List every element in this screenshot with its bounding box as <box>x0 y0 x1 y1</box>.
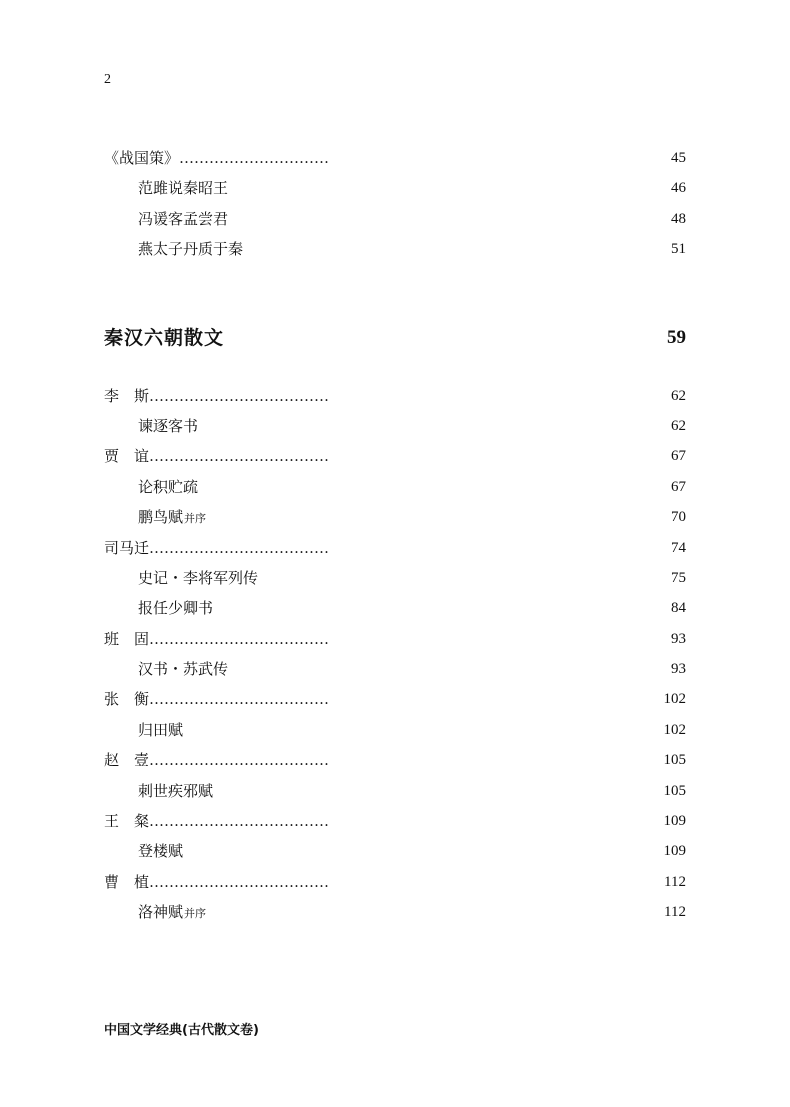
toc-entry-page: 102 <box>663 721 686 738</box>
dot-leader: ……………………………… <box>149 812 330 831</box>
toc-entry-text: 司马迁 <box>104 538 150 557</box>
toc-entry-text: 班 固 <box>104 629 150 648</box>
dot-leader: ……………………………… <box>149 386 330 405</box>
toc-entry-title <box>138 207 228 231</box>
toc-subentry[interactable] <box>104 207 686 237</box>
toc-entry-page: 45 <box>671 150 686 166</box>
toc-subentry[interactable] <box>104 505 686 535</box>
toc-entry-note: 并序 <box>184 512 207 526</box>
dot-leader: ……………………………… <box>149 629 330 648</box>
toc-entry-text: 贾 谊 <box>104 447 150 466</box>
toc-entry-page: 74 <box>671 539 686 556</box>
toc-entry-text: 冯谖客孟尝君 <box>138 209 229 228</box>
toc-subentry[interactable] <box>104 237 686 267</box>
toc-subentry[interactable] <box>104 596 686 626</box>
toc-entry-text: 范雎说秦昭王 <box>138 179 229 198</box>
toc-entry-text: 张 衡 <box>104 690 150 709</box>
toc-entry-page: 93 <box>671 661 686 678</box>
toc-entry-text: 刺世疾邪赋 <box>138 781 214 800</box>
toc-entry[interactable] <box>104 536 686 566</box>
toc-entry-title <box>138 505 206 531</box>
toc-entry-title <box>104 627 329 651</box>
toc-entry-title <box>138 718 183 742</box>
toc-entry-text: 鹏鸟赋 <box>138 508 184 527</box>
toc-subentry[interactable] <box>104 176 686 206</box>
toc-entry-title <box>104 444 329 468</box>
toc-entry-page: 62 <box>671 387 686 404</box>
dot-leader: ……………………………… <box>149 872 330 891</box>
toc-entry-title <box>138 596 213 620</box>
toc-entry-title <box>104 687 329 711</box>
toc-entry[interactable] <box>104 748 686 778</box>
toc-entry[interactable] <box>104 870 686 900</box>
toc-entry-page: 67 <box>671 478 686 495</box>
toc-entry-page: 109 <box>663 843 686 860</box>
dot-leader: ……………………………… <box>149 447 330 466</box>
toc-list-b <box>104 384 686 931</box>
toc-entry-title <box>138 414 198 438</box>
toc-entry[interactable] <box>104 384 686 414</box>
toc-entry-page: 67 <box>671 448 686 465</box>
toc-entry-text: 汉书・苏武传 <box>138 660 229 679</box>
toc-entry-title <box>104 748 329 772</box>
toc-entry-title <box>138 839 183 863</box>
toc-entry-page: 112 <box>664 873 686 890</box>
toc-entry[interactable] <box>104 809 686 839</box>
toc-subentry[interactable] <box>104 566 686 596</box>
toc-entry-page: 93 <box>671 630 686 647</box>
toc-entry[interactable] <box>104 687 686 717</box>
toc-entry-text: 曹 植 <box>104 872 150 891</box>
toc-entry-text: 登楼赋 <box>138 842 184 861</box>
section-heading[interactable] <box>104 326 686 384</box>
toc-entry-text: 谏逐客书 <box>138 416 199 435</box>
toc-entry-text: 论积贮疏 <box>138 477 199 496</box>
toc-entry-text: 归田赋 <box>138 720 184 739</box>
toc-entry[interactable] <box>104 146 686 176</box>
toc-entry-title <box>104 809 329 833</box>
toc-entry-page: 48 <box>671 210 686 227</box>
toc-entry-title <box>104 870 329 894</box>
toc-subentry[interactable] <box>104 414 686 444</box>
toc-entry-page: 112 <box>664 904 686 921</box>
toc-entry-text: 史记・李将军列传 <box>138 568 259 587</box>
toc-entry-page: 70 <box>671 509 686 526</box>
toc-entry-text: 报任少卿书 <box>138 599 214 618</box>
toc-entry-title <box>138 657 228 681</box>
toc-entry-title <box>138 237 243 261</box>
toc-entry-page: 109 <box>663 813 686 830</box>
toc-subentry[interactable] <box>104 779 686 809</box>
dot-leader: ………………………… <box>179 149 330 167</box>
toc-entry-title <box>138 566 258 590</box>
toc-entry[interactable] <box>104 444 686 474</box>
toc-entry-page: 75 <box>671 569 686 586</box>
toc-entry-title <box>138 779 213 803</box>
toc-entry-text: 燕太子丹质于秦 <box>138 240 244 259</box>
toc-entry-title <box>138 176 228 200</box>
toc-entry-title <box>104 384 329 408</box>
toc-entry-page: 105 <box>663 782 686 799</box>
toc-entry-page: 84 <box>671 600 686 617</box>
table-of-contents <box>104 146 686 931</box>
toc-entry-title <box>104 146 329 170</box>
section-spacer <box>104 268 686 326</box>
toc-entry-page: 105 <box>663 752 686 769</box>
section-page: 59 <box>667 326 686 348</box>
toc-entry-text: 《战国策》 <box>104 149 180 167</box>
page-number: 2 <box>104 72 111 87</box>
toc-entry-title <box>104 536 329 560</box>
toc-entry-text: 李 斯 <box>104 386 150 405</box>
toc-subentry[interactable] <box>104 718 686 748</box>
toc-subentry[interactable] <box>104 475 686 505</box>
toc-entry-page: 62 <box>671 417 686 434</box>
toc-entry-page: 46 <box>671 180 686 197</box>
toc-entry-page: 102 <box>663 691 686 708</box>
toc-subentry[interactable] <box>104 900 686 930</box>
footer-book-title: 中国文学经典(古代散文卷) <box>104 1023 259 1038</box>
toc-entry-text: 王 粲 <box>104 812 150 831</box>
toc-entry-title <box>138 900 206 926</box>
toc-subentry[interactable] <box>104 657 686 687</box>
section-title: 秦汉六朝散文 <box>104 326 225 349</box>
toc-entry-text: 洛神赋 <box>138 903 184 922</box>
toc-entry-text: 赵 壹 <box>104 751 150 770</box>
toc-entry-title <box>138 475 198 499</box>
toc-entry-page: 51 <box>671 241 686 258</box>
dot-leader: ……………………………… <box>149 538 330 557</box>
toc-entry-note: 并序 <box>184 907 207 921</box>
toc-subentry[interactable] <box>104 839 686 869</box>
toc-list-a <box>104 146 686 268</box>
toc-entry[interactable] <box>104 627 686 657</box>
dot-leader: ……………………………… <box>149 690 330 709</box>
dot-leader: ……………………………… <box>149 751 330 770</box>
